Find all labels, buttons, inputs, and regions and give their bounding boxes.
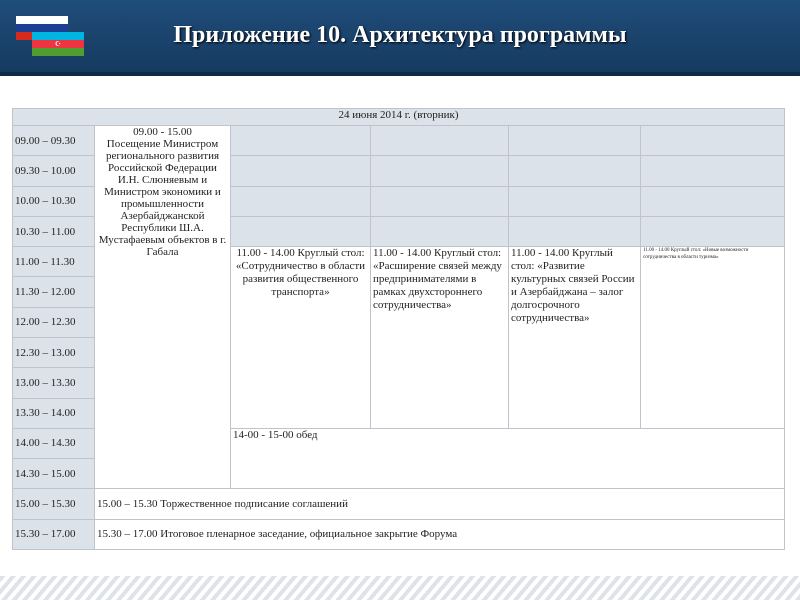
time-slot: 14.30 – 15.00 [13,459,95,489]
footer-pattern [0,576,800,600]
empty-cell [231,216,371,246]
header-bar [0,0,800,72]
time-slot: 09.30 – 10.00 [13,156,95,186]
round-table-culture: 11.00 - 14.00 Круглый стол: «Развитие культурных связей России и Азербайджана – залог долгосрочного сотрудничества» [509,247,641,429]
time-slot: 10.30 – 11.00 [13,216,95,246]
empty-cell [641,156,785,186]
time-slot: 13.00 – 13.30 [13,368,95,398]
empty-cell [371,156,509,186]
lunch-cell: 14-00 - 15-00 обед [231,428,785,489]
page-title: Приложение 10. Архитектура программы [173,22,627,48]
time-slot: 12.00 – 12.30 [13,307,95,337]
empty-cell [371,216,509,246]
round-table-transport: 11.00 - 14.00 Круглый стол: «Сотрудничество в области развития общественного транспорта» [231,247,371,429]
time-slot: 15.00 – 15.30 [13,489,95,519]
time-slot: 11.00 – 11.30 [13,247,95,277]
schedule-date: 24 июня 2014 г. (вторник) [13,109,785,126]
ministry-visit-time: 09.00 - 15.00 [133,126,192,139]
empty-cell [509,216,641,246]
time-slot: 13.30 – 14.00 [13,398,95,428]
ministry-visit-text: Посещение Министром регионального развития Российской Федерации И.Н. Слюняевым и Министром экономики и промышленности Азербайджанской Республики Ш.А. Мустафаевым объектов в г. Габала [98,138,227,259]
round-table-entrepreneurs: 11.00 - 14.00 Круглый стол: «Расширение связей между предпринимателями в рамках двухстороннего сотрудничества» [371,247,509,429]
empty-cell [231,186,371,216]
empty-cell [371,186,509,216]
plenary-cell: 15.30 – 17.00 Итоговое пленарное заседание, официальное закрытие Форума [95,519,785,549]
time-slot: 09.00 – 09.30 [13,126,95,156]
empty-cell [231,156,371,186]
azerbaijan-flag-icon: ☪ [32,32,84,56]
round-table-tourism: 11.00 - 14.00 Круглый стол: «Новые возможности сотрудничества в области туризма» [641,247,785,429]
schedule-table [12,108,785,550]
time-slot: 11.30 – 12.00 [13,277,95,307]
ministry-visit-cell [95,126,231,489]
empty-cell [641,126,785,156]
empty-cell [641,216,785,246]
empty-cell [231,126,371,156]
empty-cell [509,156,641,186]
header-divider [0,72,800,76]
empty-cell [641,186,785,216]
time-slot: 15.30 – 17.00 [13,519,95,549]
empty-cell [509,186,641,216]
signing-cell: 15.00 – 15.30 Торжественное подписание соглашений [95,489,785,519]
empty-cell [509,126,641,156]
time-slot: 14.00 – 14.30 [13,428,95,458]
date-row [13,109,785,126]
empty-cell [371,126,509,156]
time-slot: 12.30 – 13.00 [13,338,95,368]
time-slot: 10.00 – 10.30 [13,186,95,216]
